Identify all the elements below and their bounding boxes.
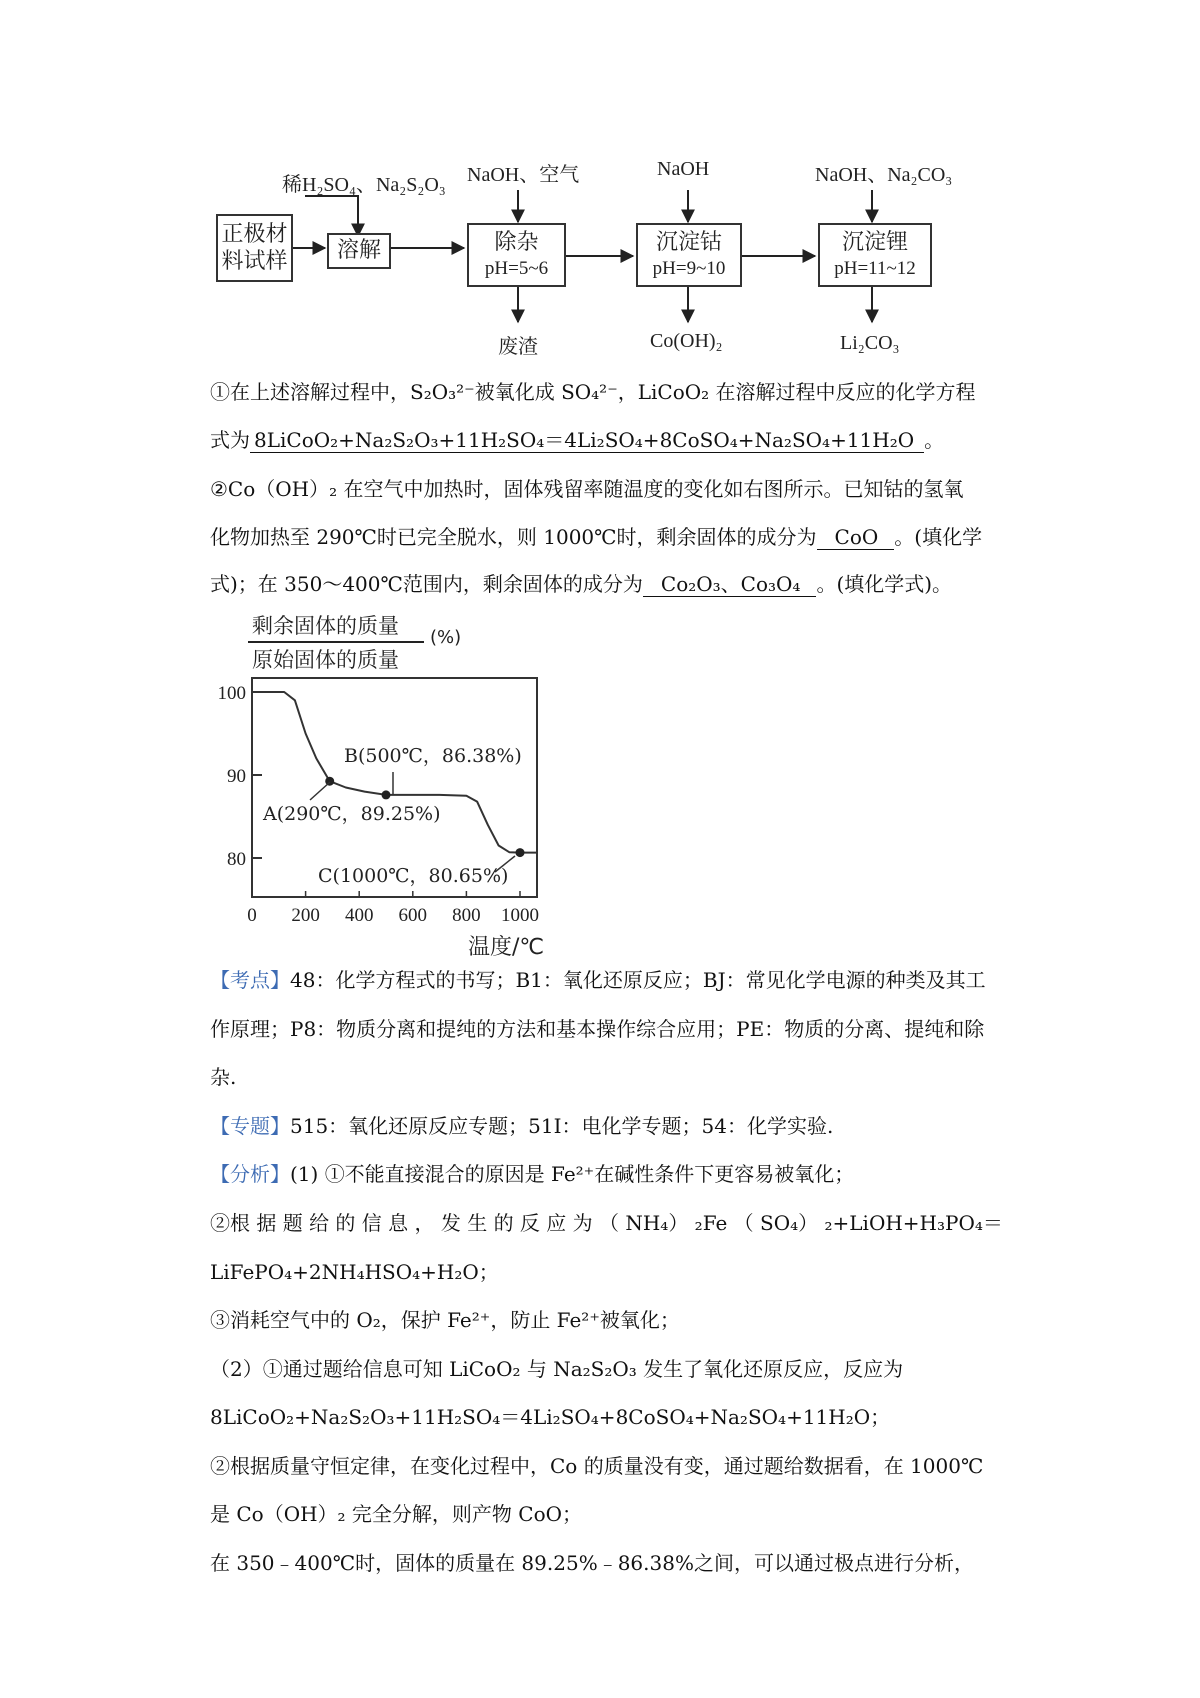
zhuanti-line <box>210 1113 833 1139</box>
chart-title-denominator: 原始固体的质量 <box>252 648 399 672</box>
x-tick-label: 0 <box>247 905 257 926</box>
zhuanti-text: 515：氧化还原反应专题；51I：电化学专题；54：化学实验. <box>290 1114 834 1138</box>
kaodian-line-2: 作原理；P8：物质分离和提纯的方法和基本操作综合应用；PE：物质的分离、提纯和除 <box>210 1017 985 1041</box>
fenxi-text-1: (1) ①不能直接混合的原因是 Fe²⁺在碱性条件下更容易被氧化； <box>290 1162 855 1186</box>
answer-equation: 8LiCoO₂+Na₂S₂O₃+11H₂SO₄＝4Li₂SO₄+8CoSO₄+Na₂SO₄+11H₂O <box>250 428 924 453</box>
flow-box-remove-impurity-line1: 除杂 <box>494 230 539 256</box>
question-1-prefix: 式为 <box>210 428 250 452</box>
flow-reagent-1: 稀H₂SO₄、Na₂S₂O₃ <box>282 174 446 196</box>
fenxi-line-3: LiFePO₄+2NH₄HSO₄+H₂O； <box>210 1260 499 1284</box>
fenxi-line-2: ②根 据 题 给 的 信 息 ， 发 生 的 反 应 为 （ NH₄） ₂Fe （ SO₄） ₂+LiOH+H₃PO₄＝ <box>210 1211 1003 1235</box>
question-1-suffix: 。 <box>924 428 945 452</box>
data-point <box>382 790 391 799</box>
data-point <box>516 848 525 857</box>
kaodian-line-3: 杂. <box>210 1065 237 1089</box>
fenxi-line-5: （2）①通过题给信息可知 LiCoO₂ 与 Na₂S₂O₃ 发生了氧化还原反应，反应为 <box>210 1357 904 1381</box>
flow-box-remove-impurity-ph: pH=5~6 <box>484 257 549 279</box>
point-label: A(290℃，89.25%) <box>263 803 441 825</box>
y-tick-label: 90 <box>227 766 246 787</box>
point-label: B(500℃，86.38%) <box>344 745 522 767</box>
flow-reagent-2: NaOH、空气 <box>467 164 580 186</box>
chart-title-numerator: 剩余固体的质量 <box>252 614 399 638</box>
zhuanti-tag: 【专题】 <box>210 1114 290 1138</box>
flow-box-precipitate-lithium-ph: pH=11~12 <box>834 257 916 279</box>
x-tick-label: 600 <box>398 905 428 926</box>
question-2-suffix: 。(填化学 <box>894 525 983 549</box>
fenxi-line-4: ③消耗空气中的 O₂，保护 Fe²⁺，防止 Fe²⁺被氧化； <box>210 1308 680 1332</box>
flow-reagent-3: NaOH <box>657 158 710 180</box>
chart-unit: (%) <box>430 627 462 648</box>
question-2-line-3-prefix: 式)；在 350～400℃范围内，剩余固体的成分为 <box>210 572 643 596</box>
kaodian-tag: 【考点】 <box>210 968 290 992</box>
flow-box-precipitate-cobalt-line1: 沉淀钴 <box>655 230 722 256</box>
question-2-line-3-suffix: 。(填化学式)。 <box>816 572 953 596</box>
point-label-leader <box>310 782 330 800</box>
residual-mass-curve <box>252 692 536 853</box>
y-tick-label: 100 <box>217 683 246 704</box>
flow-box-precipitate-lithium-line1: 沉淀锂 <box>841 230 908 256</box>
flow-product-1: 废渣 <box>498 334 538 358</box>
y-tick-label: 80 <box>227 849 246 870</box>
x-tick-label: 400 <box>344 905 374 926</box>
chart-x-axis-label: 温度/℃ <box>468 935 545 960</box>
question-1-line-1: ①在上述溶解过程中，S₂O₃²⁻被氧化成 SO₄²⁻，LiCoO₂ 在溶解过程中反应的化学方程 <box>210 380 976 404</box>
x-tick-label: 1000 <box>501 905 539 926</box>
fenxi-line-7: ②根据质量守恒定律，在变化过程中，Co 的质量没有变，通过题给数据看，在 1000℃ <box>210 1454 984 1478</box>
flow-reagent-4: NaOH、Na₂CO₃ <box>815 164 953 186</box>
fenxi-line-6: 8LiCoO₂+Na₂S₂O₃+11H₂SO₄＝4Li₂SO₄+8CoSO₄+Na₂SO₄+11H₂O； <box>210 1405 891 1429</box>
answer-coo: CoO <box>817 525 895 550</box>
flow-box-precipitate-cobalt-ph: pH=9~10 <box>652 257 726 279</box>
flow-box-sample-line1: 正极材 <box>221 221 288 247</box>
fenxi-line-1 <box>210 1161 854 1187</box>
kaodian-text-1: 48：化学方程式的书写；B1：氧化还原反应；BJ：常见化学电源的种类及其工 <box>290 968 986 992</box>
x-tick-label: 800 <box>452 905 481 926</box>
flow-box-sample-line2: 料试样 <box>221 249 288 274</box>
flow-product-3: Li₂CO₃ <box>840 332 900 354</box>
kaodian-line-1 <box>210 967 986 993</box>
answer-oxides: Co₂O₃、Co₃O₄ <box>643 572 817 597</box>
flow-product-2: Co(OH)₂ <box>650 330 723 352</box>
fenxi-line-9: 在 350﹣400℃时，固体的质量在 89.25%﹣86.38%之间，可以通过极点进行分析， <box>210 1551 974 1575</box>
question-2-prefix: 化物加热至 290℃时已完全脱水，则 1000℃时，剩余固体的成分为 <box>210 525 817 549</box>
x-tick-label: 200 <box>291 905 320 926</box>
flow-box-dissolve-label: 溶解 <box>336 238 381 264</box>
fenxi-line-8: 是 Co（OH）₂ 完全分解，则产物 CoO； <box>210 1502 583 1526</box>
question-2-line-1: ②Co（OH）₂ 在空气中加热时，固体残留率随温度的变化如右图所示。已知钴的氢氧 <box>210 477 964 501</box>
fenxi-tag: 【分析】 <box>210 1162 290 1186</box>
point-label: C(1000℃，80.65%) <box>318 865 509 887</box>
